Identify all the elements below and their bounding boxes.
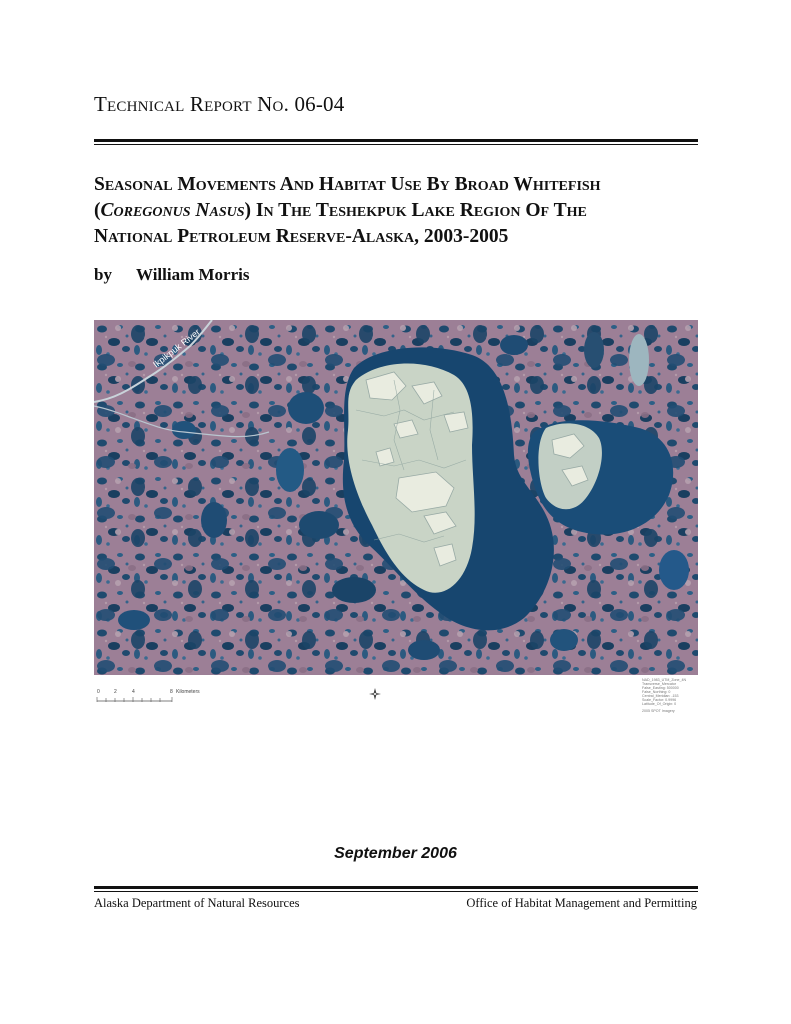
river-label: Ikpikpuk River: [151, 326, 202, 370]
scale-tick-2: 2: [114, 689, 117, 695]
byline: [94, 265, 250, 285]
scale-tick-0: 0: [97, 689, 100, 695]
svg-text:Central_Meridian: -153: Central_Meridian: -153: [642, 694, 679, 698]
svg-text:Latitude_Of_Origin: 0: Latitude_Of_Origin: 0: [642, 702, 677, 706]
report-number: Technical Report No. 06-04: [94, 92, 345, 116]
footer-department: Alaska Department of Natural Resources: [94, 896, 300, 910]
scale-tick-8: 8: [170, 689, 173, 695]
svg-text:2005 SPOT Imagery: 2005 SPOT Imagery: [642, 709, 675, 713]
scale-unit: Kilometers: [176, 689, 200, 695]
title-line-1: Seasonal Movements And Habitat Use By Broad Whitefish: [94, 174, 601, 195]
publication-date: September 2006: [334, 845, 457, 862]
footer-rule: [94, 886, 698, 892]
svg-text:False_Northing: 0: False_Northing: 0: [642, 690, 671, 694]
svg-text:False_Easting: 500000: False_Easting: 500000: [642, 686, 679, 690]
title-line-3: National Petroleum Reserve-Alaska, 2003-2005: [94, 226, 509, 247]
report-title: [94, 172, 704, 250]
satellite-map-svg: [94, 320, 698, 716]
byline-by: by: [94, 265, 112, 284]
satellite-map: [94, 320, 698, 716]
title-line-2: (Coregonus Nasus) In The Teshekpuk Lake Region Of The: [94, 200, 587, 221]
footer-office: Office of Habitat Management and Permitting: [466, 896, 697, 910]
species-name: Coregonus Nasus: [100, 200, 245, 221]
scale-tick-4: 4: [132, 689, 135, 695]
header-rule: [94, 139, 698, 145]
svg-text:Transverse_Mercator: Transverse_Mercator: [642, 682, 677, 686]
author-name: William Morris: [136, 265, 250, 284]
svg-text:NAD_1983_UTM_Zone_4N: NAD_1983_UTM_Zone_4N: [642, 678, 687, 682]
svg-text:Scale_Factor: 0.9996: Scale_Factor: 0.9996: [642, 698, 677, 702]
